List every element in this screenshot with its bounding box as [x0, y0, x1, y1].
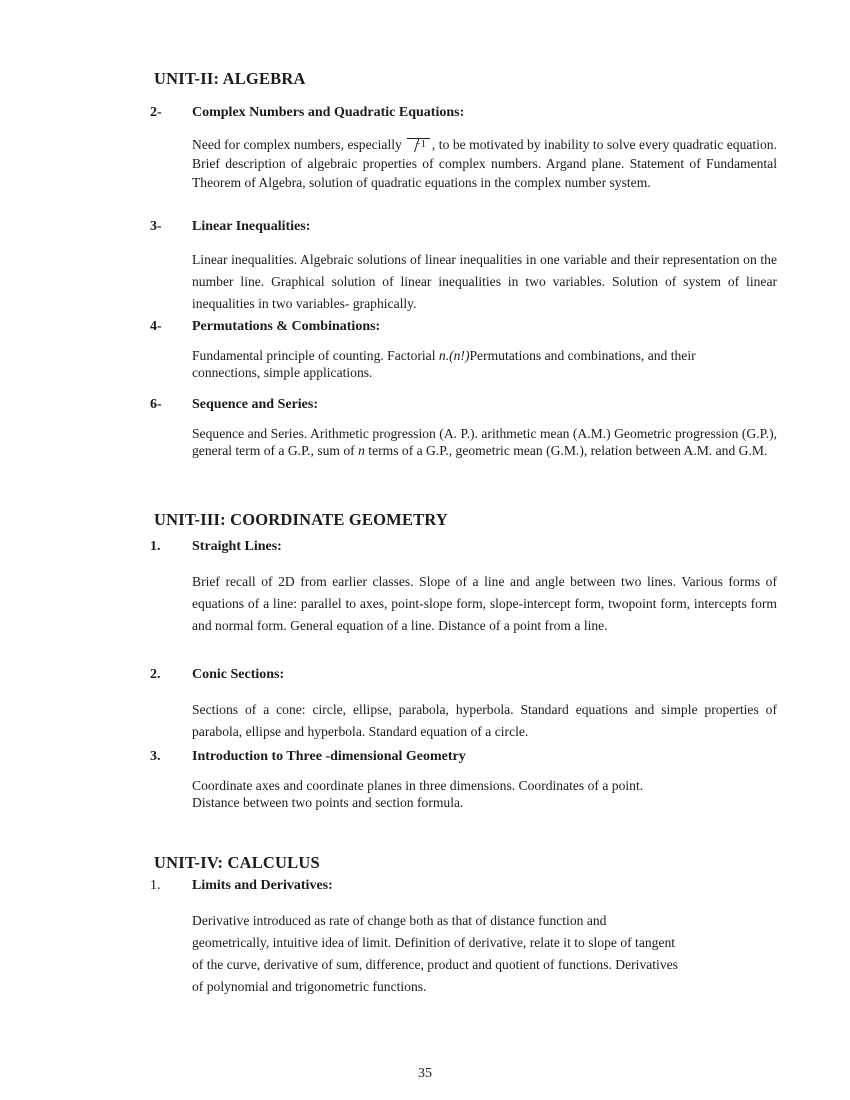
section-number: 6-: [150, 397, 162, 412]
section-text-conic-sections: Sections of a cone: circle, ellipse, parabola, hyperbola. Standard equations and simple properties of parabola, ellipse and hyperbola. Standard equation of a circle.: [192, 702, 777, 739]
section-heading-linear-inequalities: Linear Inequalities:: [192, 219, 311, 234]
section-text-sequence-series: Sequence and Series. Arithmetic progression (A. P.). arithmetic mean (A.M.) Geometric progression (G.P.), general term of a G.P., sum of n terms of a G.P., geometric mean (G.M.), relation between A.M. and G.M.: [192, 426, 777, 458]
page-number: 35: [418, 1066, 432, 1081]
section-number: 1.: [150, 878, 161, 893]
section-number: 2.: [150, 667, 161, 682]
text-line: geometrically, intuitive idea of limit. Definition of derivative, relate it to slope of tangent: [192, 935, 676, 950]
section-text-complex-numbers: Need for complex numbers, especially −1 , to be motivated by inability to solve every quadratic equation. Brief description of algebraic properties of complex numbers. Argand plane. Statement of Fundamental Theorem of Algebra, solution of quadratic equations in the complex number system.: [192, 137, 777, 190]
unit-4-title: UNIT-IV: CALCULUS: [154, 853, 320, 872]
square-root-symbol: −1: [407, 138, 430, 151]
section-heading-sequence-series: Sequence and Series:: [192, 397, 318, 412]
text-line: of polynomial and trigonometric functions.: [192, 979, 427, 994]
section-heading-three-d-geometry: Introduction to Three -dimensional Geometry: [192, 749, 466, 764]
section-number: 3-: [150, 219, 162, 234]
text-line: Derivative introduced as rate of change both as that of distance function and: [192, 913, 607, 928]
section-text-limits-derivatives: [192, 910, 777, 998]
section-heading-conic-sections: Conic Sections:: [192, 667, 285, 682]
section-heading-straight-lines: Straight Lines:: [192, 539, 282, 554]
section-number: 3.: [150, 749, 161, 764]
section-number: 2-: [150, 105, 162, 120]
section-heading-complex-numbers: Complex Numbers and Quadratic Equations:: [192, 105, 465, 120]
section-text-three-d-geometry: [192, 777, 777, 811]
text-line: of the curve, derivative of sum, difference, product and quotient of functions. Derivatives: [192, 957, 678, 972]
unit-2-title: UNIT-II: ALGEBRA: [154, 69, 306, 88]
section-heading-permutations: Permutations & Combinations:: [192, 319, 381, 334]
section-number: 4-: [150, 319, 162, 334]
unit-3-title: UNIT-III: COORDINATE GEOMETRY: [154, 510, 449, 529]
section-number: 1.: [150, 539, 161, 554]
section-text-linear-inequalities: Linear inequalities. Algebraic solutions of linear inequalities in one variable and their representation on the number line. Graphical solution of linear inequalities in two variables. Solution of system of linear inequalities in two variables- graphically.: [192, 252, 777, 311]
section-heading-limits-derivatives: Limits and Derivatives:: [192, 878, 333, 893]
section-text-permutations: Fundamental principle of counting. Factorial n.(n!)Permutations and combinations, and their connections, simple applications.: [192, 348, 696, 380]
text-line: Distance between two points and section formula.: [192, 795, 464, 810]
section-text-straight-lines: Brief recall of 2D from earlier classes. Slope of a line and angle between two lines. Various forms of equations of a line: parallel to axes, point-slope form, slope-intercept form, twopoint form, intercepts form and normal form. General equation of a line. Distance of a point from a line.: [192, 574, 777, 633]
text-line: Coordinate axes and coordinate planes in three dimensions. Coordinates of a point.: [192, 778, 644, 793]
